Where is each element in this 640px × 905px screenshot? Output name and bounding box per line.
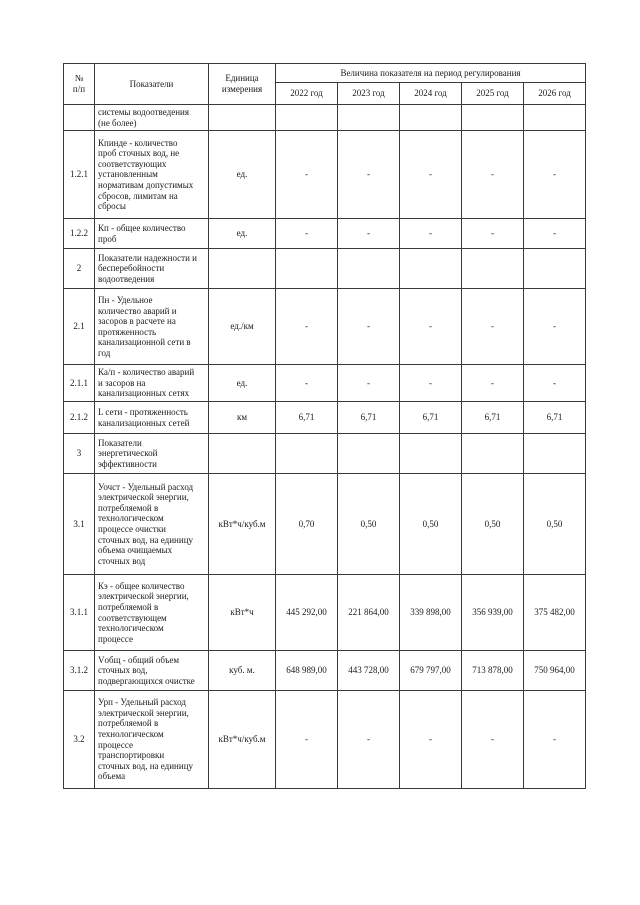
row-value: 339 898,00 [400, 575, 462, 651]
row-value: 0,50 [462, 474, 524, 575]
row-unit: км [209, 402, 276, 434]
row-value: 6,71 [524, 402, 586, 434]
row-number: 2.1.2 [64, 402, 95, 434]
row-value: 0,50 [400, 474, 462, 575]
header-year: 2025 год [462, 83, 524, 105]
row-unit [209, 105, 276, 131]
table-row [64, 365, 586, 402]
row-number: 3.2 [64, 691, 95, 789]
row-indicator: Уочст - Удельный расход электрической энергии, потребляемой в технологическом процессе очистки сточных вод, на единицу объема очищаемых сточных вод [95, 474, 209, 575]
table-body [64, 105, 586, 789]
row-number: 2.1.1 [64, 365, 95, 402]
row-value: - [462, 219, 524, 249]
row-indicator: Показатели надежности и бесперебойности водоотведения [95, 249, 209, 289]
row-unit: ед. [209, 219, 276, 249]
row-value [400, 249, 462, 289]
row-unit: кВт*ч [209, 575, 276, 651]
row-value: - [276, 289, 338, 365]
row-value: 375 482,00 [524, 575, 586, 651]
row-unit: куб. м. [209, 651, 276, 691]
row-indicator: Ка/п - количество аварий и засоров на канализационных сетях [95, 365, 209, 402]
row-value: 0,50 [524, 474, 586, 575]
row-unit: кВт*ч/куб.м [209, 474, 276, 575]
row-unit: ед./км [209, 289, 276, 365]
row-value: - [400, 365, 462, 402]
table-row [64, 474, 586, 575]
row-value [276, 105, 338, 131]
header-year: 2023 год [338, 83, 400, 105]
header-year: 2022 год [276, 83, 338, 105]
row-indicator: L сети - протяженность канализационных сетей [95, 402, 209, 434]
row-value: - [338, 131, 400, 219]
row-value: - [524, 691, 586, 789]
row-number: 2 [64, 249, 95, 289]
row-value: - [524, 131, 586, 219]
row-value: - [524, 365, 586, 402]
row-unit: ед. [209, 131, 276, 219]
row-value [338, 434, 400, 474]
table-row [64, 289, 586, 365]
row-value: 679 797,00 [400, 651, 462, 691]
row-indicator: Кп - общее количество проб [95, 219, 209, 249]
row-value: 356 939,00 [462, 575, 524, 651]
table-header [64, 64, 586, 105]
row-value: 221 864,00 [338, 575, 400, 651]
row-value: - [276, 691, 338, 789]
row-indicator: системы водоотведения (не более) [95, 105, 209, 131]
row-value: 443 728,00 [338, 651, 400, 691]
table-row [64, 575, 586, 651]
row-value: 0,70 [276, 474, 338, 575]
row-value: - [462, 691, 524, 789]
row-value [338, 249, 400, 289]
table-row [64, 249, 586, 289]
row-unit: ед. [209, 365, 276, 402]
table-row [64, 219, 586, 249]
row-value: - [462, 365, 524, 402]
row-indicator: Пн - Удельное количество аварий и засоров в расчете на протяженность канализационной сети в год [95, 289, 209, 365]
row-number: 2.1 [64, 289, 95, 365]
row-value: 6,71 [462, 402, 524, 434]
row-value [276, 249, 338, 289]
row-value [338, 105, 400, 131]
row-unit [209, 249, 276, 289]
row-value: - [400, 691, 462, 789]
row-value [400, 434, 462, 474]
row-value: 648 989,00 [276, 651, 338, 691]
row-value: 713 878,00 [462, 651, 524, 691]
table-row [64, 691, 586, 789]
row-value: - [338, 219, 400, 249]
row-indicator: Показатели энергетической эффективности [95, 434, 209, 474]
row-value: - [400, 131, 462, 219]
row-value: 750 964,00 [524, 651, 586, 691]
row-value: 0,50 [338, 474, 400, 575]
row-value: - [462, 289, 524, 365]
row-number: 1.2.1 [64, 131, 95, 219]
row-value: - [338, 365, 400, 402]
row-number [64, 105, 95, 131]
row-value [400, 105, 462, 131]
row-number: 3.1 [64, 474, 95, 575]
row-number: 3 [64, 434, 95, 474]
row-value: 445 292,00 [276, 575, 338, 651]
row-indicator: Кэ - общее количество электрической энергии, потребляемой в соответствующем технологическом процессе [95, 575, 209, 651]
indicators-table [63, 63, 586, 789]
header-period: Величина показателя на период регулирования [276, 64, 586, 83]
row-value: - [338, 289, 400, 365]
table-row [64, 434, 586, 474]
row-indicator: Кпинде - количество проб сточных вод, не соответствующих установленным нормативам допустимых сбросов, лимитам на сбросы [95, 131, 209, 219]
row-indicator: Урп - Удельный расход электрической энергии, потребляемой в технологическом процессе транспортировки сточных вод, на единицу объема [95, 691, 209, 789]
header-year: 2026 год [524, 83, 586, 105]
row-number: 1.2.2 [64, 219, 95, 249]
row-unit: кВт*ч/куб.м [209, 691, 276, 789]
row-value [462, 249, 524, 289]
row-value: - [524, 219, 586, 249]
row-value: - [276, 365, 338, 402]
row-value: - [400, 289, 462, 365]
row-value: 6,71 [276, 402, 338, 434]
table-row [64, 402, 586, 434]
row-value: - [400, 219, 462, 249]
row-unit [209, 434, 276, 474]
row-number: 3.1.1 [64, 575, 95, 651]
table-row [64, 131, 586, 219]
row-value: - [462, 131, 524, 219]
header-indicator: Показатели [95, 64, 209, 105]
row-value [462, 105, 524, 131]
row-value: 6,71 [400, 402, 462, 434]
row-value [276, 434, 338, 474]
row-value [524, 105, 586, 131]
row-number: 3.1.2 [64, 651, 95, 691]
row-value: - [338, 691, 400, 789]
row-value: - [524, 289, 586, 365]
row-value [524, 434, 586, 474]
row-value [462, 434, 524, 474]
row-value [524, 249, 586, 289]
table-row [64, 651, 586, 691]
row-indicator: Vобщ - общий объем сточных вод, подвергающихся очистке [95, 651, 209, 691]
header-unit: Единица измерения [209, 64, 276, 105]
row-value: - [276, 219, 338, 249]
header-year: 2024 год [400, 83, 462, 105]
row-value: - [276, 131, 338, 219]
table-row [64, 105, 586, 131]
row-value: 6,71 [338, 402, 400, 434]
header-num: № п/п [64, 64, 95, 105]
